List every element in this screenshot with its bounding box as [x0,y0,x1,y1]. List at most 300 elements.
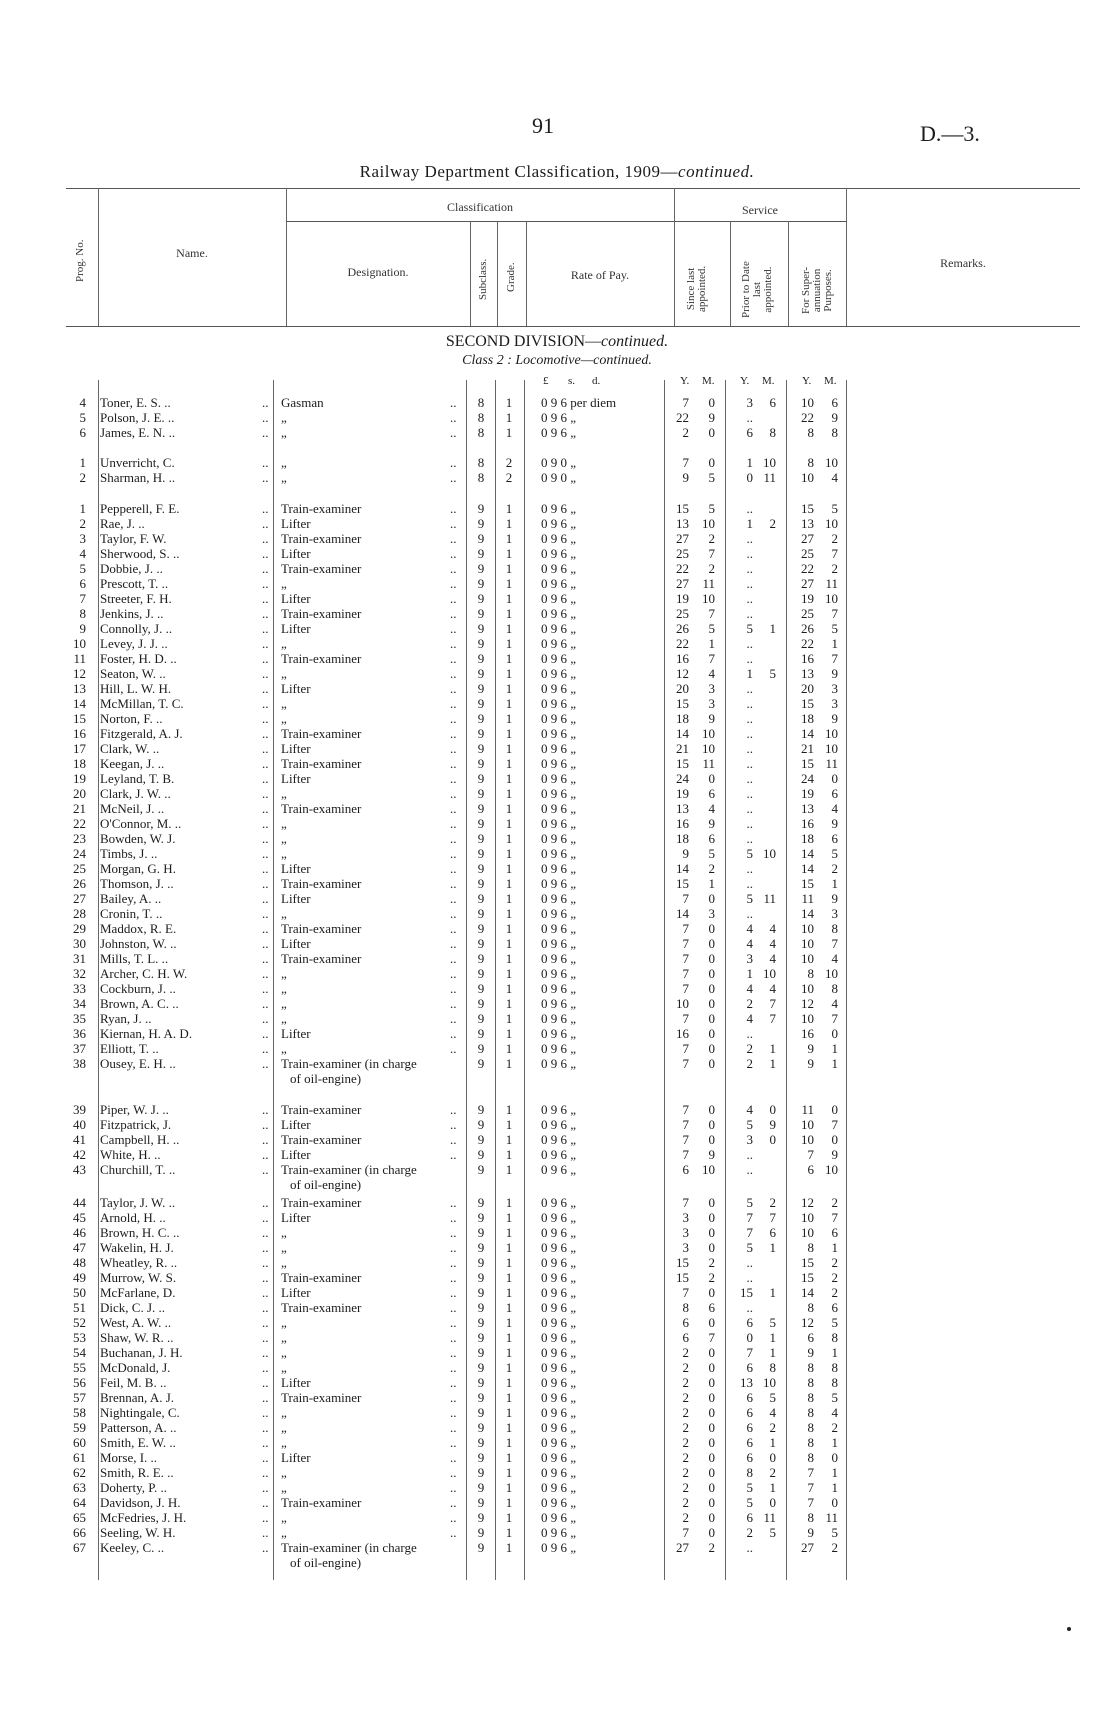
prior-service-years: 6 [746,1360,753,1375]
prior-service-years: .. [746,861,753,876]
prior-service-months: 2 [769,1465,776,1480]
prog-number: 21 [73,801,86,816]
name-leader: .. [262,1480,269,1495]
since-appointed-years: 7 [682,921,689,936]
header-line: Purposes. [822,269,834,312]
superannuation-months: 2 [831,1195,838,1210]
since-appointed-years: 15 [676,876,689,891]
since-appointed-months: 0 [708,1240,715,1255]
rate-of-pay: 0 9 6 „ [541,696,577,711]
table-row [0,666,1114,681]
superannuation-months: 6 [831,786,838,801]
prior-service-years: 2 [746,1041,753,1056]
prior-service-years: 5 [746,1195,753,1210]
since-appointed-months: 6 [708,786,715,801]
designation-leader: .. [450,681,457,696]
employee-name: Ousey, E. H. .. [100,1056,176,1071]
unit-years: Y. [740,375,750,387]
rate-of-pay: 0 9 6 „ [541,1540,577,1555]
prior-service-years: .. [746,1270,753,1285]
table-row [0,906,1114,921]
since-appointed-years: 2 [682,1390,689,1405]
rate-of-pay: 0 9 6 „ [541,1450,577,1465]
designation-leader: .. [450,666,457,681]
superannuation-months: 5 [831,501,838,516]
prior-service-months: 10 [763,1375,776,1390]
designation-leader: .. [450,410,457,425]
document-reference: D.—3. [920,121,980,146]
grade: 1 [505,1270,513,1285]
subclass: 9 [477,1525,485,1540]
employee-name: Patterson, A. .. [100,1420,177,1435]
since-appointed-months: 0 [708,1390,715,1405]
designation-leader: .. [450,1300,457,1315]
employee-name: Dobbie, J. .. [100,561,163,576]
prior-service-years: 4 [746,981,753,996]
superannuation-months: 9 [831,891,838,906]
prog-number: 51 [73,1300,86,1315]
subclass: 9 [477,1210,485,1225]
grade: 1 [505,711,513,726]
subclass: 9 [477,1375,485,1390]
prior-service-months: 11 [763,1510,776,1525]
prior-service-years: 2 [746,1525,753,1540]
prior-service-years: .. [746,1162,753,1177]
since-appointed-months: 9 [708,711,715,726]
name-leader: .. [262,1465,269,1480]
rate-of-pay: 0 9 6 „ [541,1117,577,1132]
superannuation-months: 0 [831,1450,838,1465]
since-appointed-years: 2 [682,425,689,440]
subclass: 9 [477,1026,485,1041]
grade: 1 [505,1390,513,1405]
grade: 2 [505,470,513,485]
subclass: 9 [477,741,485,756]
grade: 1 [505,425,513,440]
designation-leader: .. [450,1026,457,1041]
prior-service-years: 5 [746,891,753,906]
grade: 1 [505,831,513,846]
prog-number: 4 [79,395,86,410]
superannuation-years: 14 [801,726,814,741]
rate-of-pay: 0 9 6 „ [541,1195,577,1210]
unit-years: Y. [680,375,690,387]
prog-number: 44 [73,1195,86,1210]
prior-service-months: 0 [769,1132,776,1147]
page-number: 91 [532,113,554,138]
prior-service-months: 7 [769,1210,776,1225]
designation-leader: .. [450,1117,457,1132]
prog-number: 65 [73,1510,86,1525]
name-leader: .. [262,1102,269,1117]
grade: 1 [505,1162,513,1177]
employee-name: Toner, E. S. .. [100,395,171,410]
employee-name: Bailey, A. .. [100,891,162,906]
superannuation-years: 8 [807,1300,814,1315]
since-appointed-months: 0 [708,1210,715,1225]
designation-leader: .. [450,1255,457,1270]
since-appointed-years: 20 [676,681,689,696]
superannuation-months: 10 [825,741,838,756]
since-appointed-years: 19 [676,786,689,801]
superannuation-years: 12 [801,1195,814,1210]
since-appointed-months: 0 [708,1026,715,1041]
since-appointed-months: 7 [708,606,715,621]
prior-service-months: 1 [769,621,776,636]
prior-service-years: 4 [746,936,753,951]
since-appointed-years: 7 [682,981,689,996]
employee-name: Levey, J. J. .. [100,636,168,651]
superannuation-months: 2 [831,1285,838,1300]
since-appointed-years: 7 [682,1132,689,1147]
since-appointed-months: 0 [708,1011,715,1026]
name-leader: .. [262,1195,269,1210]
prog-number: 11 [73,651,86,666]
designation: Train-examiner [281,756,362,771]
table-row [0,1270,1114,1285]
since-appointed-months: 0 [708,921,715,936]
prog-number: 17 [73,741,86,756]
since-appointed-years: 7 [682,1117,689,1132]
rate-of-pay: 0 9 6 „ [541,1041,577,1056]
superannuation-years: 19 [801,591,814,606]
name-leader: .. [262,1450,269,1465]
designation: „ [281,1360,287,1375]
designation: „ [281,846,287,861]
unit-pence: d. [592,375,601,387]
subclass: 9 [477,576,485,591]
since-appointed-years: 19 [676,591,689,606]
subclass: 9 [477,876,485,891]
table-row [0,1117,1114,1132]
subclass: 9 [477,1056,485,1071]
name-leader: .. [262,996,269,1011]
superannuation-years: 15 [801,696,814,711]
prog-number: 16 [73,726,86,741]
since-appointed-years: 21 [676,741,689,756]
superannuation-months: 6 [831,1225,838,1240]
grade: 1 [505,1255,513,1270]
superannuation-years: 10 [801,936,814,951]
grade: 1 [505,981,513,996]
subclass: 9 [477,1405,485,1420]
employee-name: Streeter, F. H. [100,591,172,606]
grade: 1 [505,1041,513,1056]
employee-name: Foster, H. D. .. [100,651,177,666]
grade: 1 [505,1117,513,1132]
superannuation-years: 25 [801,606,814,621]
subclass: 9 [477,651,485,666]
superannuation-months: 11 [825,576,838,591]
since-appointed-years: 7 [682,1285,689,1300]
designation: Lifter [281,1450,311,1465]
employee-name: Maddox, R. E. [100,921,177,936]
since-appointed-months: 11 [702,756,715,771]
header-rate-of-pay: Rate of Pay. [570,268,630,282]
designation-leader: .. [450,1405,457,1420]
prior-service-months: 11 [763,470,776,485]
designation-leader: .. [450,1011,457,1026]
employee-name: Mills, T. L. .. [100,951,169,966]
grade: 1 [505,1102,513,1117]
employee-name: Unverricht, C. [100,455,175,470]
superannuation-years: 20 [801,681,814,696]
superannuation-months: 7 [831,606,838,621]
designation-leader: .. [450,1315,457,1330]
designation: „ [281,696,287,711]
since-appointed-months: 2 [708,861,715,876]
superannuation-years: 6 [807,1330,814,1345]
subclass: 9 [477,1435,485,1450]
unit-shillings: s. [568,375,576,387]
designation-leader: .. [450,726,457,741]
since-appointed-months: 10 [702,591,715,606]
table-row [0,516,1114,531]
designation-leader: .. [450,395,457,410]
since-appointed-years: 7 [682,1056,689,1071]
table-row [0,981,1114,996]
grade: 1 [505,891,513,906]
rate-of-pay: 0 9 6 „ [541,936,577,951]
employee-name: McNeil, J. .. [100,801,165,816]
designation-leader: .. [450,561,457,576]
table-row [0,1345,1114,1360]
superannuation-months: 9 [831,666,838,681]
superannuation-years: 8 [807,1510,814,1525]
since-appointed-months: 0 [708,1525,715,1540]
since-appointed-months: 0 [708,1041,715,1056]
name-leader: .. [262,1285,269,1300]
superannuation-years: 10 [801,1011,814,1026]
grade: 1 [505,816,513,831]
since-appointed-years: 7 [682,936,689,951]
prog-number: 6 [79,425,86,440]
name-leader: .. [262,1540,269,1555]
designation: Lifter [281,681,311,696]
prior-service-months: 9 [769,1117,776,1132]
since-appointed-years: 7 [682,1102,689,1117]
table-row [0,1405,1114,1420]
designation-leader: .. [450,455,457,470]
superannuation-years: 7 [807,1480,814,1495]
prog-number: 31 [73,951,86,966]
since-appointed-years: 7 [682,951,689,966]
designation: „ [281,1480,287,1495]
since-appointed-months: 0 [708,1315,715,1330]
superannuation-months: 0 [831,1132,838,1147]
rate-of-pay: 0 9 6 „ [541,1056,577,1071]
rate-of-pay: 0 9 6 „ [541,861,577,876]
employee-name: Taylor, F. W. [100,531,167,546]
table-row [0,966,1114,981]
prior-service-years: 8 [746,1465,753,1480]
superannuation-years: 10 [801,1117,814,1132]
name-leader: .. [262,1330,269,1345]
since-appointed-years: 15 [676,1255,689,1270]
prog-number: 41 [73,1132,86,1147]
superannuation-months: 10 [825,1162,838,1177]
superannuation-years: 8 [807,1390,814,1405]
employee-name: Fitzpatrick, J. [100,1117,172,1132]
table-row [0,1011,1114,1026]
designation: Lifter [281,1026,311,1041]
subclass: 9 [477,696,485,711]
prog-number: 33 [73,981,86,996]
grade: 1 [505,1450,513,1465]
since-appointed-years: 25 [676,546,689,561]
since-appointed-years: 12 [676,666,689,681]
header-line: last [751,281,763,298]
subclass: 9 [477,966,485,981]
grade: 1 [505,786,513,801]
header-line: annuation [811,268,823,313]
since-appointed-years: 6 [682,1162,689,1177]
subclass: 9 [477,666,485,681]
grade: 1 [505,1240,513,1255]
designation: „ [281,1041,287,1056]
grade: 1 [505,1495,513,1510]
prior-service-months: 4 [769,1405,776,1420]
table-row [0,1132,1114,1147]
rate-of-pay: 0 9 6 „ [541,756,577,771]
superannuation-months: 0 [831,1102,838,1117]
grade: 1 [505,1285,513,1300]
page-title-continued: continued. [678,162,755,181]
prior-service-years: 5 [746,621,753,636]
since-appointed-months: 10 [702,516,715,531]
superannuation-months: 2 [831,1540,838,1555]
rate-of-pay: 0 9 6 „ [541,966,577,981]
subclass: 9 [477,1330,485,1345]
name-leader: .. [262,1210,269,1225]
superannuation-months: 2 [831,1420,838,1435]
prior-service-years: 4 [746,921,753,936]
prior-service-years: 3 [746,1132,753,1147]
prog-number: 47 [73,1240,86,1255]
subclass: 9 [477,591,485,606]
prior-service-months: 5 [769,1315,776,1330]
superannuation-months: 9 [831,711,838,726]
name-leader: .. [262,711,269,726]
since-appointed-months: 0 [708,1345,715,1360]
superannuation-months: 6 [831,395,838,410]
superannuation-months: 5 [831,1525,838,1540]
prior-service-years: .. [746,726,753,741]
prior-service-years: 7 [746,1225,753,1240]
designation-leader: .. [450,996,457,1011]
rate-of-pay: 0 9 6 „ [541,1225,577,1240]
prior-service-years: .. [746,546,753,561]
unit-months: M. [762,375,775,387]
superannuation-years: 8 [807,966,814,981]
designation-leader: .. [450,1465,457,1480]
prog-number: 48 [73,1255,86,1270]
prog-number: 27 [73,891,86,906]
designation: Lifter [281,1117,311,1132]
since-appointed-years: 7 [682,1525,689,1540]
grade: 1 [505,1375,513,1390]
table-row [0,501,1114,516]
designation-leader: .. [450,876,457,891]
prior-service-years: 7 [746,1210,753,1225]
superannuation-years: 14 [801,1285,814,1300]
prog-number: 32 [73,966,86,981]
grade: 1 [505,1225,513,1240]
designation-continuation: of oil-engine) [290,1071,362,1086]
rate-of-pay: 0 9 6 „ [541,651,577,666]
superannuation-years: 16 [801,816,814,831]
designation-leader: .. [450,531,457,546]
rate-of-pay: 0 9 6 „ [541,410,577,425]
name-leader: .. [262,951,269,966]
prog-number: 7 [79,591,86,606]
rate-of-pay: 0 9 0 „ [541,455,577,470]
grade: 1 [505,876,513,891]
prog-number: 58 [73,1405,86,1420]
since-appointed-months: 0 [708,951,715,966]
designation: Train-examiner (in charge [281,1056,417,1071]
designation-continuation: of oil-engine) [290,1555,362,1570]
prog-number: 8 [79,606,86,621]
employee-name: Elliott, T. .. [100,1041,159,1056]
prior-service-years: .. [746,1300,753,1315]
name-leader: .. [262,531,269,546]
superannuation-years: 10 [801,470,814,485]
prog-number: 39 [73,1102,86,1117]
prog-number: 37 [73,1041,86,1056]
superannuation-years: 11 [801,891,814,906]
table-row [0,801,1114,816]
since-appointed-years: 15 [676,696,689,711]
prog-number: 43 [73,1162,86,1177]
since-appointed-years: 15 [676,1270,689,1285]
table-row [0,621,1114,636]
superannuation-years: 27 [801,576,814,591]
designation-leader: .. [450,966,457,981]
prior-service-years: .. [746,831,753,846]
grade: 1 [505,1420,513,1435]
since-appointed-years: 22 [676,410,689,425]
rate-of-pay: 0 9 6 „ [541,1011,577,1026]
prior-service-years: 13 [740,1375,753,1390]
since-appointed-years: 16 [676,816,689,831]
table-row [0,410,1114,425]
designation-leader: .. [450,1225,457,1240]
since-appointed-years: 18 [676,831,689,846]
superannuation-years: 15 [801,1255,814,1270]
superannuation-months: 8 [831,1360,838,1375]
prior-service-months: 4 [769,981,776,996]
prog-number: 50 [73,1285,86,1300]
superannuation-years: 14 [801,846,814,861]
prog-number: 1 [79,501,86,516]
since-appointed-years: 13 [676,801,689,816]
name-leader: .. [262,786,269,801]
table-row [0,591,1114,606]
prior-service-years: .. [746,410,753,425]
subclass: 9 [477,801,485,816]
superannuation-months: 5 [831,1390,838,1405]
prior-service-years: .. [746,741,753,756]
designation-leader: .. [450,1041,457,1056]
superannuation-months: 8 [831,1375,838,1390]
table-row [0,756,1114,771]
superannuation-years: 13 [801,516,814,531]
superannuation-years: 15 [801,876,814,891]
designation: „ [281,1240,287,1255]
employee-name: Davidson, J. H. [100,1495,181,1510]
table-row [0,576,1114,591]
